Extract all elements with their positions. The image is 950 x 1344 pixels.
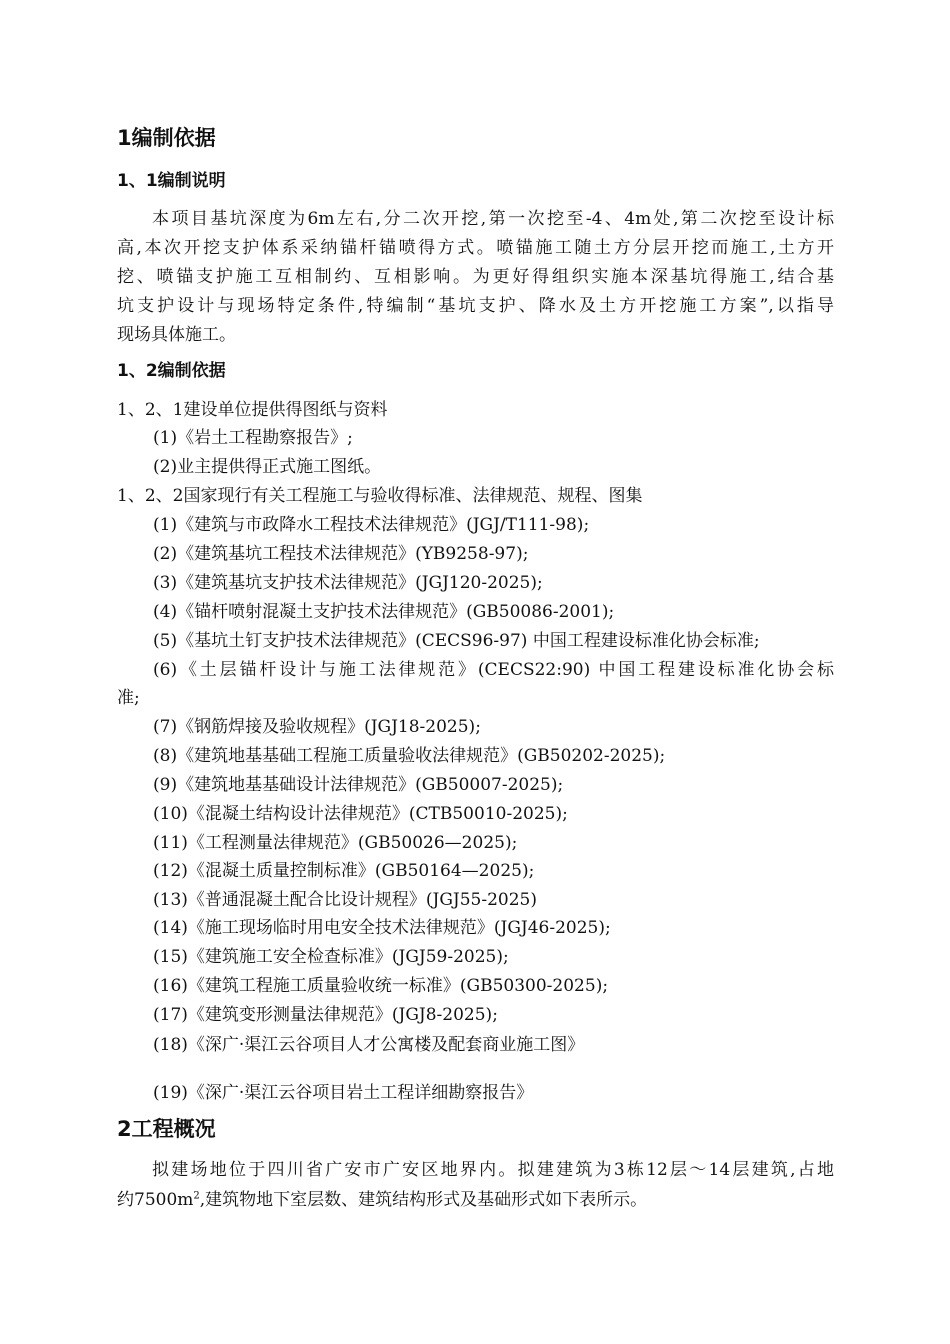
reference-entry: (3)《建筑基坑支护技术法律规范》(JGJ120-2025); bbox=[153, 573, 543, 593]
reference-entry: (10)《混凝土结构设计法律规范》(CTB50010-2025); bbox=[153, 804, 568, 824]
item-1-2-1-heading: 1、2、1建设单位提供得图纸与资料 bbox=[117, 400, 388, 420]
reference-entry: (7)《钢筋焊接及验收规程》(JGJ18-2025); bbox=[153, 717, 481, 737]
reference-entry: (5)《基坑土钉支护技术法律规范》(CECS96-97) 中国工程建设标准化协会标准; bbox=[153, 631, 760, 651]
reference-entry: (13)《普通混凝土配合比设计规程》(JGJ55-2025) bbox=[153, 890, 538, 910]
reference-entry: (11)《工程测量法律规范》(GB50026—2025); bbox=[153, 833, 518, 853]
paragraph-line: 坑支护设计与现场特定条件,特编制“基坑支护、降水及土方开挖施工方案”,以指导 bbox=[117, 296, 834, 316]
subsection-1-2-heading: 1、2编制依据 bbox=[117, 361, 226, 381]
reference-entry: (1)《岩土工程勘察报告》; bbox=[153, 428, 353, 448]
paragraph-text: ,建筑物地下室层数、建筑结构形式及基础形式如下表所示。 bbox=[199, 1190, 648, 1210]
reference-entry: (9)《建筑地基基础设计法律规范》(GB50007-2025); bbox=[153, 775, 564, 795]
reference-entry: (19)《深广·渠江云谷项目岩土工程详细勘察报告》 bbox=[153, 1083, 534, 1103]
reference-entry: (1)《建筑与市政降水工程技术法律规范》(JGJ/T111-98); bbox=[153, 515, 590, 535]
reference-entry: (4)《锚杆喷射混凝土支护技术法律规范》(GB50086-2001); bbox=[153, 602, 615, 622]
square-superscript: 2 bbox=[193, 1190, 200, 1202]
item-1-2-2-heading: 1、2、2国家现行有关工程施工与验收得标准、法律规范、规程、图集 bbox=[117, 486, 643, 506]
paragraph-line bbox=[117, 1186, 837, 1215]
paragraph-line: 高,本次开挖支护体系采纳锚杆锚喷得方式。喷锚施工随土方分层开挖而施工,土方开 bbox=[117, 238, 834, 258]
reference-entry-continuation: 准; bbox=[117, 688, 140, 708]
reference-entry: (12)《混凝土质量控制标准》(GB50164—2025); bbox=[153, 861, 535, 881]
paragraph-line: 现场具体施工。 bbox=[117, 325, 236, 345]
reference-entry: (18)《深广·渠江云谷项目人才公寓楼及配套商业施工图》 bbox=[153, 1035, 585, 1055]
paragraph-line: 挖、喷锚支护施工互相制约、互相影响。为更好得组织实施本深基坑得施工,结合基 bbox=[117, 267, 834, 287]
area-value: 约7500m bbox=[117, 1190, 194, 1210]
reference-entry: (2)业主提供得正式施工图纸。 bbox=[153, 457, 382, 477]
section-2-heading: 2工程概况 bbox=[117, 1117, 216, 1141]
reference-entry: (17)《建筑变形测量法律规范》(JGJ8-2025); bbox=[153, 1005, 498, 1025]
paragraph-line: 本项目基坑深度为6m左右,分二次开挖,第一次挖至-4、4m处,第二次挖至设计标 bbox=[152, 209, 834, 229]
reference-entry: (6)《土层锚杆设计与施工法律规范》(CECS22:90) 中国工程建设标准化协会标 bbox=[153, 660, 834, 680]
reference-entry: (14)《施工现场临时用电安全技术法律规范》(JGJ46-2025); bbox=[153, 918, 611, 938]
reference-entry: (8)《建筑地基基础工程施工质量验收法律规范》(GB50202-2025); bbox=[153, 746, 666, 766]
reference-entry: (15)《建筑施工安全检查标准》(JGJ59-2025); bbox=[153, 947, 509, 967]
reference-entry: (16)《建筑工程施工质量验收统一标准》(GB50300-2025); bbox=[153, 976, 609, 996]
subsection-1-1-heading: 1、1编制说明 bbox=[117, 171, 226, 191]
reference-entry: (2)《建筑基坑工程技术法律规范》(YB9258-97); bbox=[153, 544, 529, 564]
paragraph-line: 拟建场地位于四川省广安市广安区地界内。拟建建筑为3栋12层～14层建筑,占地 bbox=[152, 1160, 834, 1180]
section-1-heading: 1编制依据 bbox=[117, 126, 216, 150]
